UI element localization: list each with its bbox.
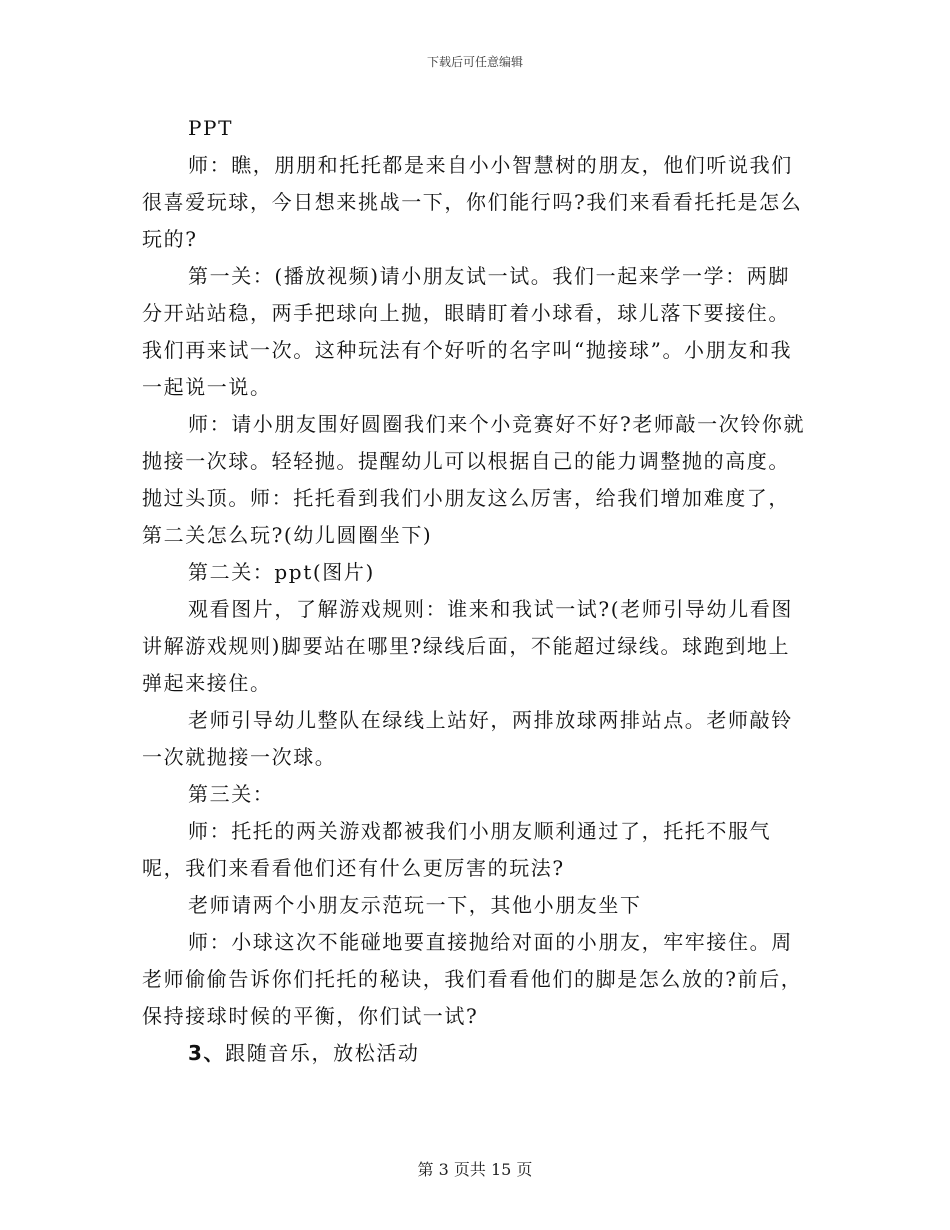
section-heading	[142, 1035, 808, 1072]
page-footer: 第 3 页共 15 页	[417, 1160, 533, 1179]
page-header: 下载后可任意编辑	[426, 55, 523, 69]
paragraph-level-one: 第一关：(播放视频)请小朋友试一试。我们一起来学一学：两脚分开站站稳，两手把球向上抛，眼睛盯着小球看，球儿落下要接住。我们再来试一次。这种玩法有个好听的名字叫“抛接球”。小朋友和我一起说一说。	[142, 264, 793, 399]
section-heading-text: 跟随音乐，放松活动	[225, 1041, 420, 1065]
paragraph-challenge: 师：托托的两关游戏都被我们小朋友顺利通过了，托托不服气呢，我们来看看他们还有什么更厉害的玩法?	[142, 819, 772, 880]
paragraph-ppt-label: PPT	[188, 116, 234, 140]
paragraph-rules: 观看图片，了解游戏规则：谁来和我试一试?(老师引导幼儿看图讲解游戏规则)脚要站在哪里?绿线后面，不能超过绿线。球跑到地上弹起来接住。	[142, 597, 793, 695]
paragraph-level-two: 第二关：ppt(图片)	[188, 560, 375, 584]
section-heading-number: 3、	[188, 1041, 226, 1065]
paragraph-intro: 师：瞧，朋朋和托托都是来自小小智慧树的朋友，他们听说我们很喜爱玩球，今日想来挑战一下，你们能行吗?我们来看看托托是怎么玩的?	[142, 153, 803, 251]
paragraph-line-up: 老师引导幼儿整队在绿线上站好，两排放球两排站点。老师敲铃一次就抛接一次球。	[142, 708, 793, 769]
paragraph-competition: 师：请小朋友围好圆圈我们来个小竞赛好不好?老师敲一次铃你就抛接一次球。轻轻抛。提醒幼儿可以根据自己的能力调整抛的高度。抛过头顶。师：托托看到我们小朋友这么厉害，给我们增加难度了，第二关怎么玩?(幼儿圆圈坐下)	[142, 412, 806, 547]
paragraph-direct-throw: 师：小球这次不能碰地要直接抛给对面的小朋友，牢牢接住。周老师偷偷告诉你们托托的秘诀，我们看看他们的脚是怎么放的?前后，保持接球时候的平衡，你们试一试?	[142, 930, 803, 1028]
paragraph-level-three: 第三关：	[188, 782, 275, 806]
document-body	[142, 110, 808, 1072]
paragraph-demo: 老师请两个小朋友示范玩一下，其他小朋友坐下	[188, 893, 642, 917]
